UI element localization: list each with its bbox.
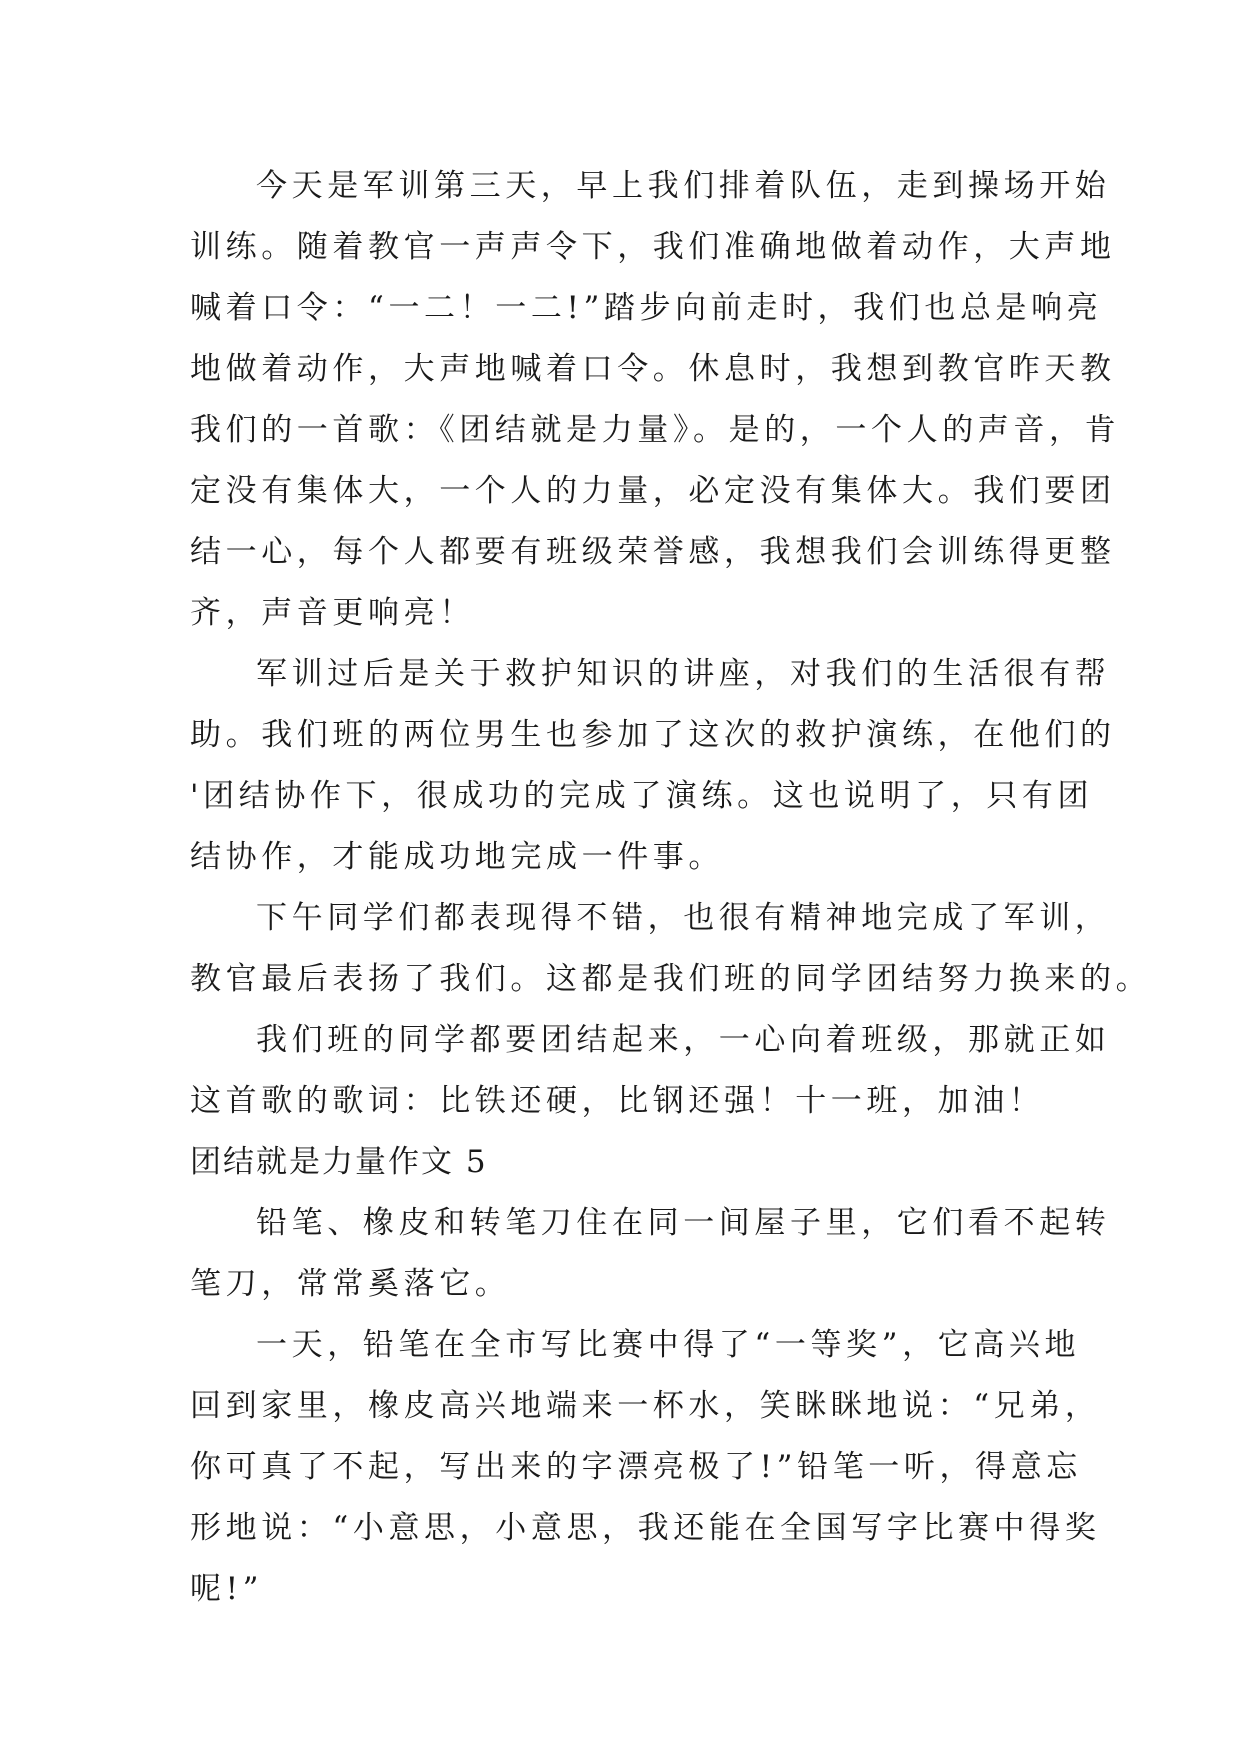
text-line: 结协作，才能成功地完成一件事。 [190,839,724,875]
text-line: 一天，铅笔在全市写比赛中得了“一等奖”，它高兴地 [256,1327,1081,1363]
text-line: 喊着口令：“一二！一二!”踏步向前走时，我们也总是响亮 [190,290,1103,326]
text-line: 定没有集体大，一个人的力量，必定没有集体大。我们要团 [190,473,1116,509]
document-body [190,156,1152,1620]
text-line: 军训过后是关于救护知识的讲座，对我们的生活很有帮 [256,656,1111,692]
text-line: 今天是军训第三天，早上我们排着队伍，走到操场开始 [256,168,1111,204]
paragraph [190,1193,1111,1315]
paragraph [190,156,1121,644]
text-line: 笔刀，常常奚落它。 [190,1266,511,1302]
text-line: 这首歌的歌词：比铁还硬，比钢还强！十一班，加油！ [190,1083,1045,1119]
text-line: 教官最后表扬了我们。这都是我们班的同学团结努力换来的。 [190,961,1152,997]
paragraph [190,888,1152,1010]
text-line: 下午同学们都表现得不错，也很有精神地完成了军训， [256,900,1111,936]
text-line: 我们班的同学都要团结起来，一心向着班级，那就正如 [256,1022,1111,1058]
text-line: 地做着动作，大声地喊着口令。休息时，我想到教官昨天教 [190,351,1116,387]
section-heading: 团结就是力量作文 5 [190,1144,488,1180]
text-line: 回到家里，橡皮高兴地端来一杯水，笑眯眯地说：“兄弟， [190,1388,1101,1424]
text-line: 训练。随着教官一声声令下，我们准确地做着动作，大声地 [190,229,1116,265]
text-line: 呢!” [190,1571,264,1607]
text-line: 形地说：“小意思，小意思，我还能在全国写字比赛中得奖 [190,1510,1101,1546]
text-line: 你可真了不起，写出来的字漂亮极了!”铅笔一听，得意忘 [190,1449,1082,1485]
paragraph [190,1315,1101,1620]
text-line: 结一心，每个人都要有班级荣誉感，我想我们会训练得更整 [190,534,1116,570]
text-line: 我们的一首歌：《团结就是力量》。是的，一个人的声音，肯 [190,412,1121,448]
text-line: '团结协作下，很成功的完成了演练。这也说明了，只有团 [190,778,1094,814]
text-line: 助。我们班的两位男生也参加了这次的救护演练，在他们的 [190,717,1116,753]
paragraph [190,1010,1111,1132]
text-line: 铅笔、橡皮和转笔刀住在同一间屋子里，它们看不起转 [256,1205,1111,1241]
text-line: 齐，声音更响亮！ [190,595,475,631]
paragraph [190,644,1116,888]
